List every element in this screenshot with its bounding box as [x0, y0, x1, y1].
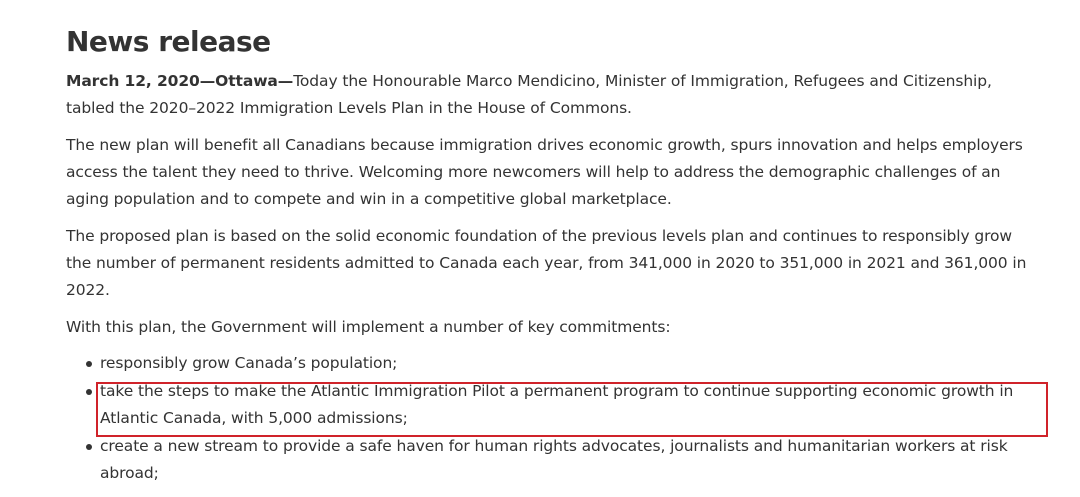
benefits-paragraph: The new plan will benefit all Canadians because immigration drives economic growth, spurs innovation and helps employers access the talent they need to thrive. Welcoming more newcomers will help to address the demographic challenges of an aging population and to compete and win in a competitive global marketplace. [66, 136, 1023, 208]
bullet-icon [86, 444, 92, 450]
intro-text: Today the Honourable Marco Mendicino, Minister of Immigration, Refugees and Citizenship, tabled the 2020–2022 Immigration Levels Plan in the House of Commons. [66, 72, 992, 117]
list-item-text: take the steps to make the Atlantic Immigration Pilot a permanent program to continue supporting economic growth in Atlantic Canada, with 5,000 admissions; [100, 382, 1014, 427]
page-title: News release [66, 25, 271, 58]
bullet-icon [86, 389, 92, 395]
commitments-list [66, 350, 1041, 487]
dateline: March 12, 2020—Ottawa— [66, 72, 294, 90]
list-item [66, 433, 1041, 487]
intro-paragraph [66, 68, 1041, 122]
list-item [66, 378, 1041, 432]
news-release-article [66, 0, 1041, 487]
list-item-text: create a new stream to provide a safe haven for human rights advocates, journalists and humanitarian workers at risk abroad; [100, 437, 1008, 482]
plan-paragraph: The proposed plan is based on the solid economic foundation of the previous levels plan and continues to responsibly grow the number of permanent residents admitted to Canada each year, from 341,000 in 2020 to 351,000 in 2021 and 361,000 in 2022. [66, 227, 1027, 299]
list-item-text: responsibly grow Canada’s population; [100, 354, 398, 372]
bullet-icon [86, 361, 92, 367]
list-item [66, 350, 1041, 377]
commitments-intro: With this plan, the Government will implement a number of key commitments: [66, 318, 671, 336]
